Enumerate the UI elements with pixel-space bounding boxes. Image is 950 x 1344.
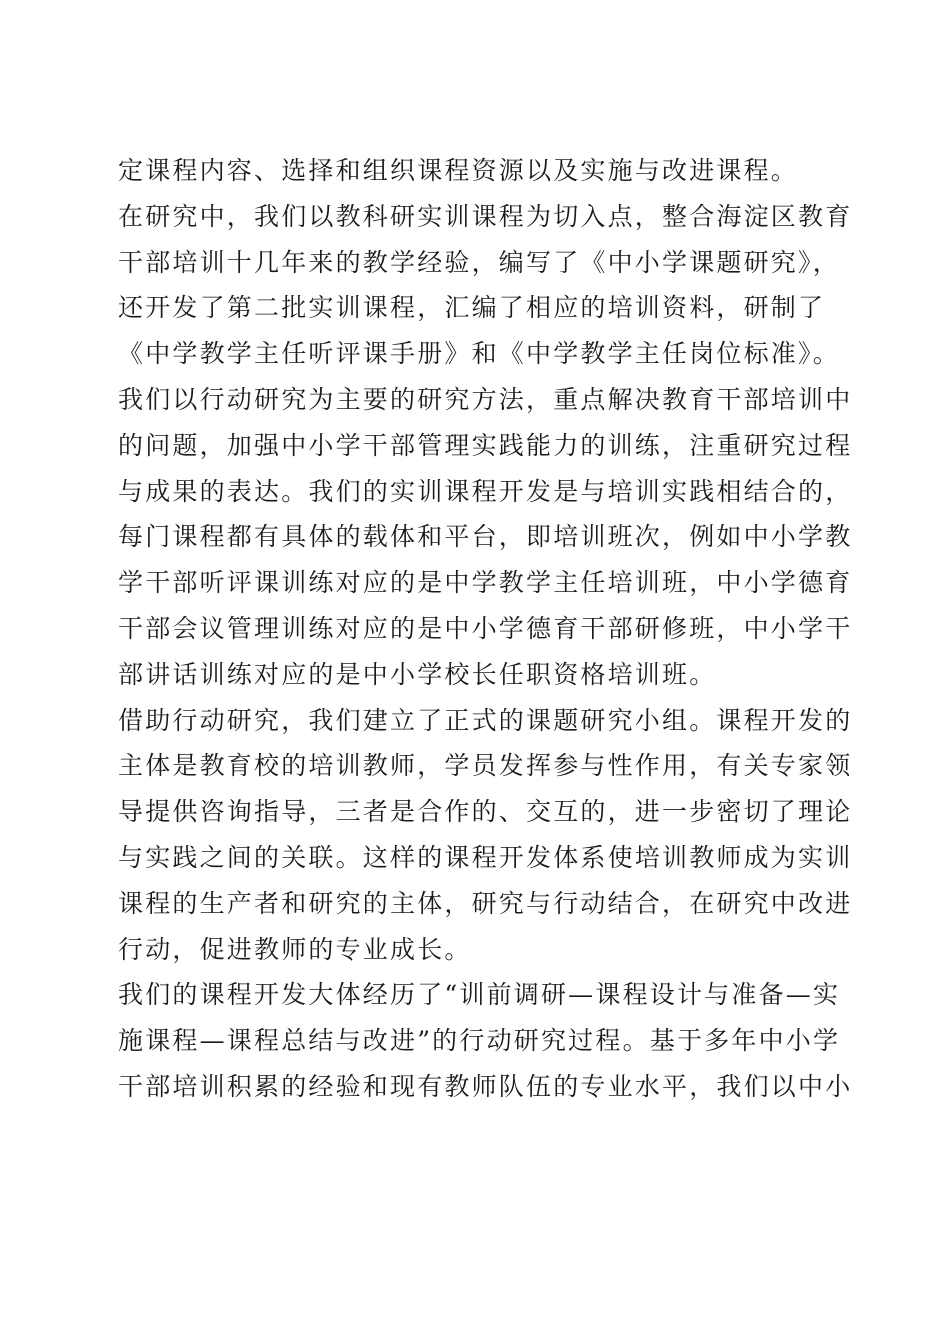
body-text xyxy=(118,148,853,1110)
text-line: 施课程—课程总结与改进”的行动研究过程。基于多年中小学 xyxy=(118,1026,841,1056)
text-line: 的问题，加强中小学干部管理实践能力的训练，注重研究过程 xyxy=(118,430,853,460)
text-line: 我们以行动研究为主要的研究方法，重点解决教育干部培训中 xyxy=(118,384,853,414)
text-line: 主体是教育校的培训教师，学员发挥参与性作用，有关专家领 xyxy=(118,751,853,781)
text-line: 还开发了第二批实训课程，汇编了相应的培训资料，研制了 xyxy=(118,293,826,323)
text-line: 干部培训积累的经验和现有教师队伍的专业水平，我们以中小 xyxy=(118,1071,853,1101)
text-line: 学干部听评课训练对应的是中学教学主任培训班，中小学德育 xyxy=(118,568,853,598)
text-line: 与成果的表达。我们的实训课程开发是与培训实践相结合的， xyxy=(118,476,853,506)
text-line: 行动，促进教师的专业成长。 xyxy=(118,934,472,964)
text-line: 与实践之间的关联。这样的课程开发体系使培训教师成为实训 xyxy=(118,842,853,872)
text-line: 导提供咨询指导，三者是合作的、交互的，进一步密切了理论 xyxy=(118,797,853,827)
text-line: 在研究中，我们以教科研实训课程为切入点，整合海淀区教育 xyxy=(118,201,853,231)
text-line: 我们的课程开发大体经历了“训前调研—课程设计与准备—实 xyxy=(118,980,841,1010)
text-line: 课程的生产者和研究的主体，研究与行动结合，在研究中改进 xyxy=(118,888,853,918)
text-line: 每门课程都有具体的载体和平台，即培训班次，例如中小学教 xyxy=(118,522,853,552)
text-line: 干部培训十几年来的教学经验，编写了《中小学课题研究》， xyxy=(118,247,840,277)
text-line: 借助行动研究，我们建立了正式的课题研究小组。课程开发的 xyxy=(118,705,853,735)
text-line: 部讲话训练对应的是中小学校长任职资格培训班。 xyxy=(118,659,717,689)
text-line: 《中学教学主任听评课手册》和《中学教学主任岗位标准》。 xyxy=(118,339,840,369)
text-line: 干部会议管理训练对应的是中小学德育干部研修班，中小学干 xyxy=(118,613,853,643)
text-line: 定课程内容、选择和组织课程资源以及实施与改进课程。 xyxy=(118,156,799,185)
